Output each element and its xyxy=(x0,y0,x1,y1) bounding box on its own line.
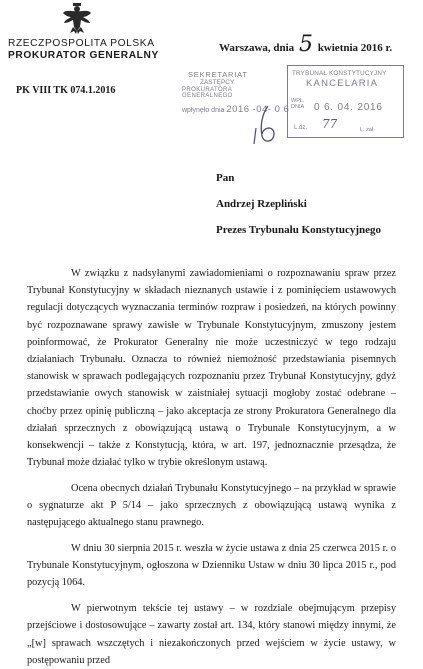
addressee-name: Andrzej Rzepliński xyxy=(216,198,307,210)
stamp-kancelaria-received-label xyxy=(291,98,304,110)
body-paragraph-2: Ocena obecnych działań Trybunału Konstytucyjnego – na przykład w sprawie o sygnaturze akt P 5/14 – jako sprzecznych z obowiązującą ustawą wynika z następującego aktualnego stanu prawnego. xyxy=(27,482,396,529)
stamp-secretariat-line1: SEKRETARIAT xyxy=(188,70,248,79)
stamp-secretariat-line3: PROKURATORA GENERALNEGO xyxy=(182,87,233,99)
body-paragraph-1: W związku z nadsyłanymi zawiadomieniami o rozpoznawaniu spraw przez Trybunał Konstytucyjny w składach nieznanych ustawie i z pominięciem ustawowych regulacji dotyczących wyznaczania terminów rozpraw i posiedzeń, na których powinny być rozpoznawane sprawy zawisłe w Trybunale Konstytucyjnym, zmuszony jestem poinformować, że Prokurator Generalny nie może uczestniczyć w tego rodzaju działaniach Trybunału. Oznacza to również niemożność przedstawiania pisemnych stanowisk w sprawach podlegających rozpoznaniu przez Trybunał Konstytucyjny, gdyż przedstawianie owych stanowisk w zaistniałej sytuacji mogłoby zostać odebrane – choćby przez opinię publiczną – jako akceptacja ze strony Prokuratora Generalnego dla działań sprzecznych z obowiązującą ustawą o Trybunale Konstytucyjnym, a w konsekwencji – także z Konstytucją, która, w art. 197, jednoznacznie przesądza, że Trybunał może działać tylko w trybie określonym ustawą. xyxy=(27,268,396,469)
body-paragraph-3: W dniu 30 sierpnia 2015 r. weszła w życie ustawa z dnia 25 czerwca 2015 r. o Trybunale Konstytucyjnym, ogłoszona w Dzienniku Ustaw w dniu 30 lipca 2015 r., pod pozycją 1064. xyxy=(27,543,396,589)
stamp-secretariat-handwritten-number: 16 xyxy=(276,138,277,139)
date-prefix: Warszawa, dnia xyxy=(219,42,295,54)
date-suffix: kwietnia 2016 r. xyxy=(317,42,393,54)
polish-eagle-emblem-icon xyxy=(62,3,92,35)
office-name: PROKURATOR GENERALNY xyxy=(8,50,159,61)
addressee-salutation: Pan xyxy=(216,172,235,184)
stamp-kancelaria-date: 0 6. 04. 2016 xyxy=(314,102,383,113)
addressee-block xyxy=(216,165,381,243)
stamp-kancelaria-ldz: L.dz. xyxy=(294,125,308,131)
stamp-kancelaria-zal: L. zał. xyxy=(360,127,375,133)
letter-body xyxy=(27,265,396,669)
stamp-kancelaria-line2: KANCELARIA xyxy=(306,78,379,89)
kancelaria-stamp xyxy=(287,65,404,138)
stamp-secretariat-date-label: wpłynęło dnia xyxy=(182,107,225,114)
stamp-received-label-2: DNIA xyxy=(291,104,305,110)
body-paragraph-4: W pierwotnym tekście tej ustawy – w rozdziale obejmującym przepisy przejściowe i dostosowujące – zawarty został art. 134, który stanowi między innymi, że „[w] sprawach wszczętych i niezakończonych przed wejściem w życie ustawy, w postępowaniu przed xyxy=(27,603,396,666)
stamp-kancelaria-line1: TRYBUNAŁ KONSTYTUCYJNY xyxy=(292,70,387,77)
stamp-secretariat-line2: ZASTĘPCY xyxy=(200,79,235,86)
stamp-received-label-1: WPŁ. xyxy=(291,98,305,104)
addressee-title: Prezes Trybunału Konstytucyjnego xyxy=(216,224,382,236)
handwritten-number-16 xyxy=(252,98,284,146)
institution-name: RZECZPOSPOLITA POLSKA xyxy=(8,38,155,49)
stamp-kancelaria-handwritten-number: 77 xyxy=(322,117,338,131)
document-date xyxy=(219,32,393,57)
stamp-secretariat-date-value: 2016 -04- 0 6 xyxy=(226,104,290,115)
date-day-handwritten: 5 xyxy=(298,32,313,57)
reference-number: PK VIII TK 074.1.2016 xyxy=(16,85,116,96)
